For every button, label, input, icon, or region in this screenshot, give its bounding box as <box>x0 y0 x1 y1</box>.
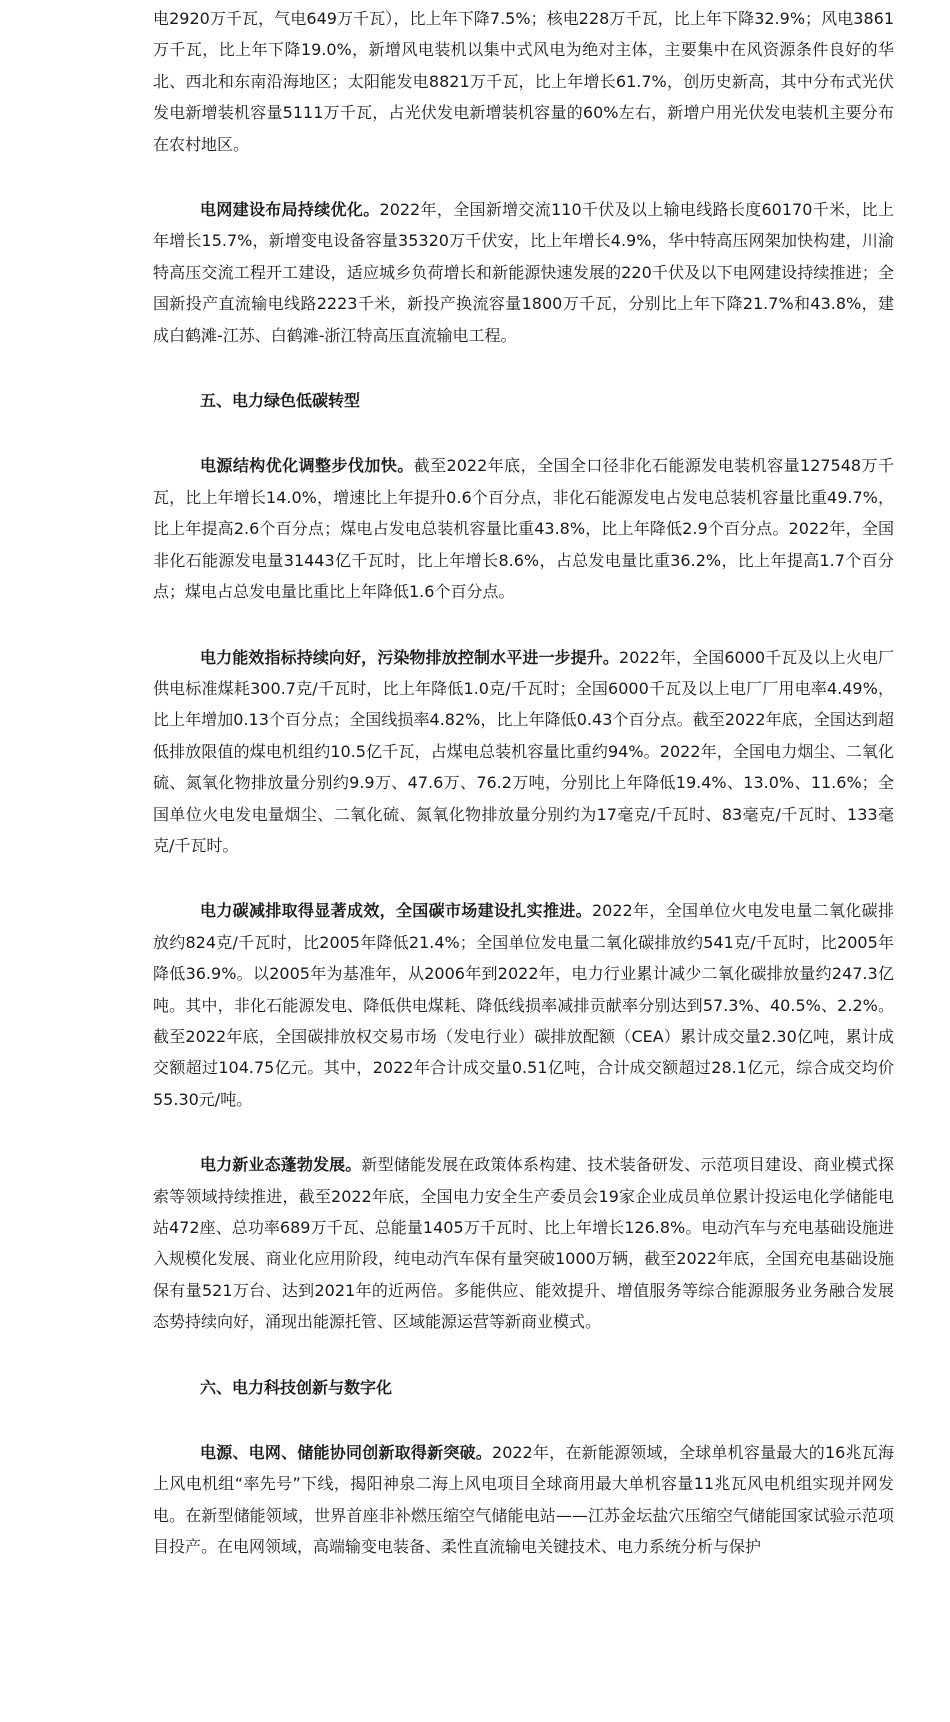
paragraph-lead: 电力碳减排取得显著成效，全国碳市场建设扎实推进。 <box>200 901 592 921</box>
paragraph-new-business <box>153 1149 894 1337</box>
paragraph-gap <box>153 608 894 642</box>
paragraph-text: 电2920万千瓦，气电649万千瓦），比上年下降7.5%；核电228万千瓦，比上年下降32.9%；风电3861万千瓦，比上年下降19.0%，新增风电装机以集中式风电为绝对主体，主要集中在风资源条件良好的华北、西北和东南沿海地区；太阳能发电8821万千瓦，比上年增长61.7%，创历史新高，其中分布式光伏发电新增装机容量5111万千瓦，占光伏发电新增装机容量的60%左右，新增户用光伏发电装机主要分布在农村地区。 <box>153 9 894 154</box>
paragraph-gap <box>153 1338 894 1372</box>
paragraph-carbon-reduction <box>153 895 894 1115</box>
paragraph-gap <box>153 1403 894 1437</box>
paragraph-lead: 电力新业态蓬勃发展。 <box>200 1155 362 1175</box>
section-heading-tech-innovation: 六、电力科技创新与数字化 <box>200 1377 393 1397</box>
paragraph-lead: 电网建设布局持续优化。 <box>200 200 380 220</box>
paragraph-text: 2022年，在新能源领域，全球单机容量最大的16兆瓦海上风电机组“率先号”下线，揭阳神泉二海上风电项目全球商用最大单机容量11兆瓦风电机组实现并网发电。在新型储能领域，世界首座非补燃压缩空气储能电站——江苏金坛盐穴压缩空气储能国家试验示范项目投产。在电网领域，高端输变电装备、柔性直流输电关键技术、电力系统分析与保护 <box>153 1443 894 1557</box>
paragraph-lead: 电力能效指标持续向好，污染物排放控制水平进一步提升。 <box>200 647 620 667</box>
paragraph-text: 新型储能发展在政策体系构建、技术装备研发、示范项目建设、商业模式探索等领域持续推进，截至2022年底，全国电力安全生产委员会19家企业成员单位累计投运电化学储能电站472座、总功率689万千瓦、总能量1405万千瓦时、比上年增长126.8%。电动汽车与充电基础设施进入规模化发展、商业化应用阶段，纯电动汽车保有量突破1000万辆，截至2022年底，全国充电基础设施保有量521万台、达到2021年的近两倍。多能供应、能效提升、增值服务等综合能源服务业务融合发展态势持续向好，涌现出能源托管、区域能源运营等新商业模式。 <box>153 1155 894 1332</box>
paragraph-gap <box>153 351 894 385</box>
paragraph-text: 2022年，全国6000千瓦及以上火电厂供电标准煤耗300.7克/千瓦时，比上年降低1.0克/千瓦时；全国6000千瓦及以上电厂厂用电率4.49%，比上年增加0.13个百分点；全国线损率4.82%，比上年降低0.43个百分点。截至2022年底，全国达到超低排放限值的煤电机组约10.5亿千瓦，占煤电总装机容量比重约94%。2022年，全国电力烟尘、二氧化硫、氮氧化物排放量分别约9.9万、47.6万、76.2万吨，分别比上年降低19.4%、13.0%、11.6%；全国单位火电发电量烟尘、二氧化硫、氮氧化物排放量分别约为17毫克/千瓦时、83毫克/千瓦时、133毫克/千瓦时。 <box>153 647 894 855</box>
paragraph-collaborative-innovation <box>153 1437 894 1563</box>
paragraph-lead: 电源结构优化调整步伐加快。 <box>200 456 414 476</box>
paragraph-generation-capacity <box>153 0 894 160</box>
paragraph-text: 2022年，全国单位火电发电量二氧化碳排放约824克/千瓦时，比2005年降低21.4%；全国单位发电量二氧化碳排放约541克/千瓦时，比2005年降低36.9%。以2005年为基准年，从2006年到2022年，电力行业累计减少二氧化碳排放量约247.3亿吨。其中，非化石能源发电、降低供电煤耗、降低线损率减排贡献率分别达到57.3%、40.5%、2.2%。截至2022年底，全国碳排放权交易市场（发电行业）碳排放配额（CEA）累计成交量2.30亿吨，累计成交额超过104.75亿元。其中，2022年合计成交量0.51亿吨，合计成交额超过28.1亿元，综合成交均价55.30元/吨。 <box>153 901 894 1109</box>
paragraph-energy-efficiency <box>153 642 894 862</box>
paragraph-gap <box>153 1115 894 1149</box>
paragraph-grid-construction <box>153 194 894 351</box>
paragraph-gap <box>153 160 894 194</box>
paragraph-lead: 电源、电网、储能协同创新取得新突破。 <box>200 1443 493 1463</box>
paragraph-power-structure <box>153 450 894 607</box>
section-heading-green-transition: 五、电力绿色低碳转型 <box>200 391 361 411</box>
paragraph-text: 2022年，全国新增交流110千伏及以上输电线路长度60170千米，比上年增长15.7%，新增变电设备容量35320万千伏安，比上年增长4.9%，华中特高压网架加快构建，川渝特高压交流工程开工建设，适应城乡负荷增长和新能源快速发展的220千伏及以下电网建设持续推进；全国新投产直流输电线路2223千米，新投产换流容量1800万千瓦，分别比上年下降21.7%和43.8%，建成白鹤滩-江苏、白鹤滩-浙江特高压直流输电工程。 <box>153 200 894 345</box>
paragraph-gap <box>153 416 894 450</box>
paragraph-text: 截至2022年底，全国全口径非化石能源发电装机容量127548万千瓦，比上年增长14.0%，增速比上年提升0.6个百分点，非化石能源发电占发电总装机容量比重49.7%，比上年提高2.6个百分点；煤电占发电总装机容量比重43.8%，比上年降低2.9个百分点。2022年，全国非化石能源发电量31443亿千瓦时，比上年增长8.6%，占总发电量比重36.2%，比上年提高1.7个百分点；煤电占总发电量比重比上年降低1.6个百分点。 <box>153 456 894 602</box>
paragraph-gap <box>153 861 894 895</box>
